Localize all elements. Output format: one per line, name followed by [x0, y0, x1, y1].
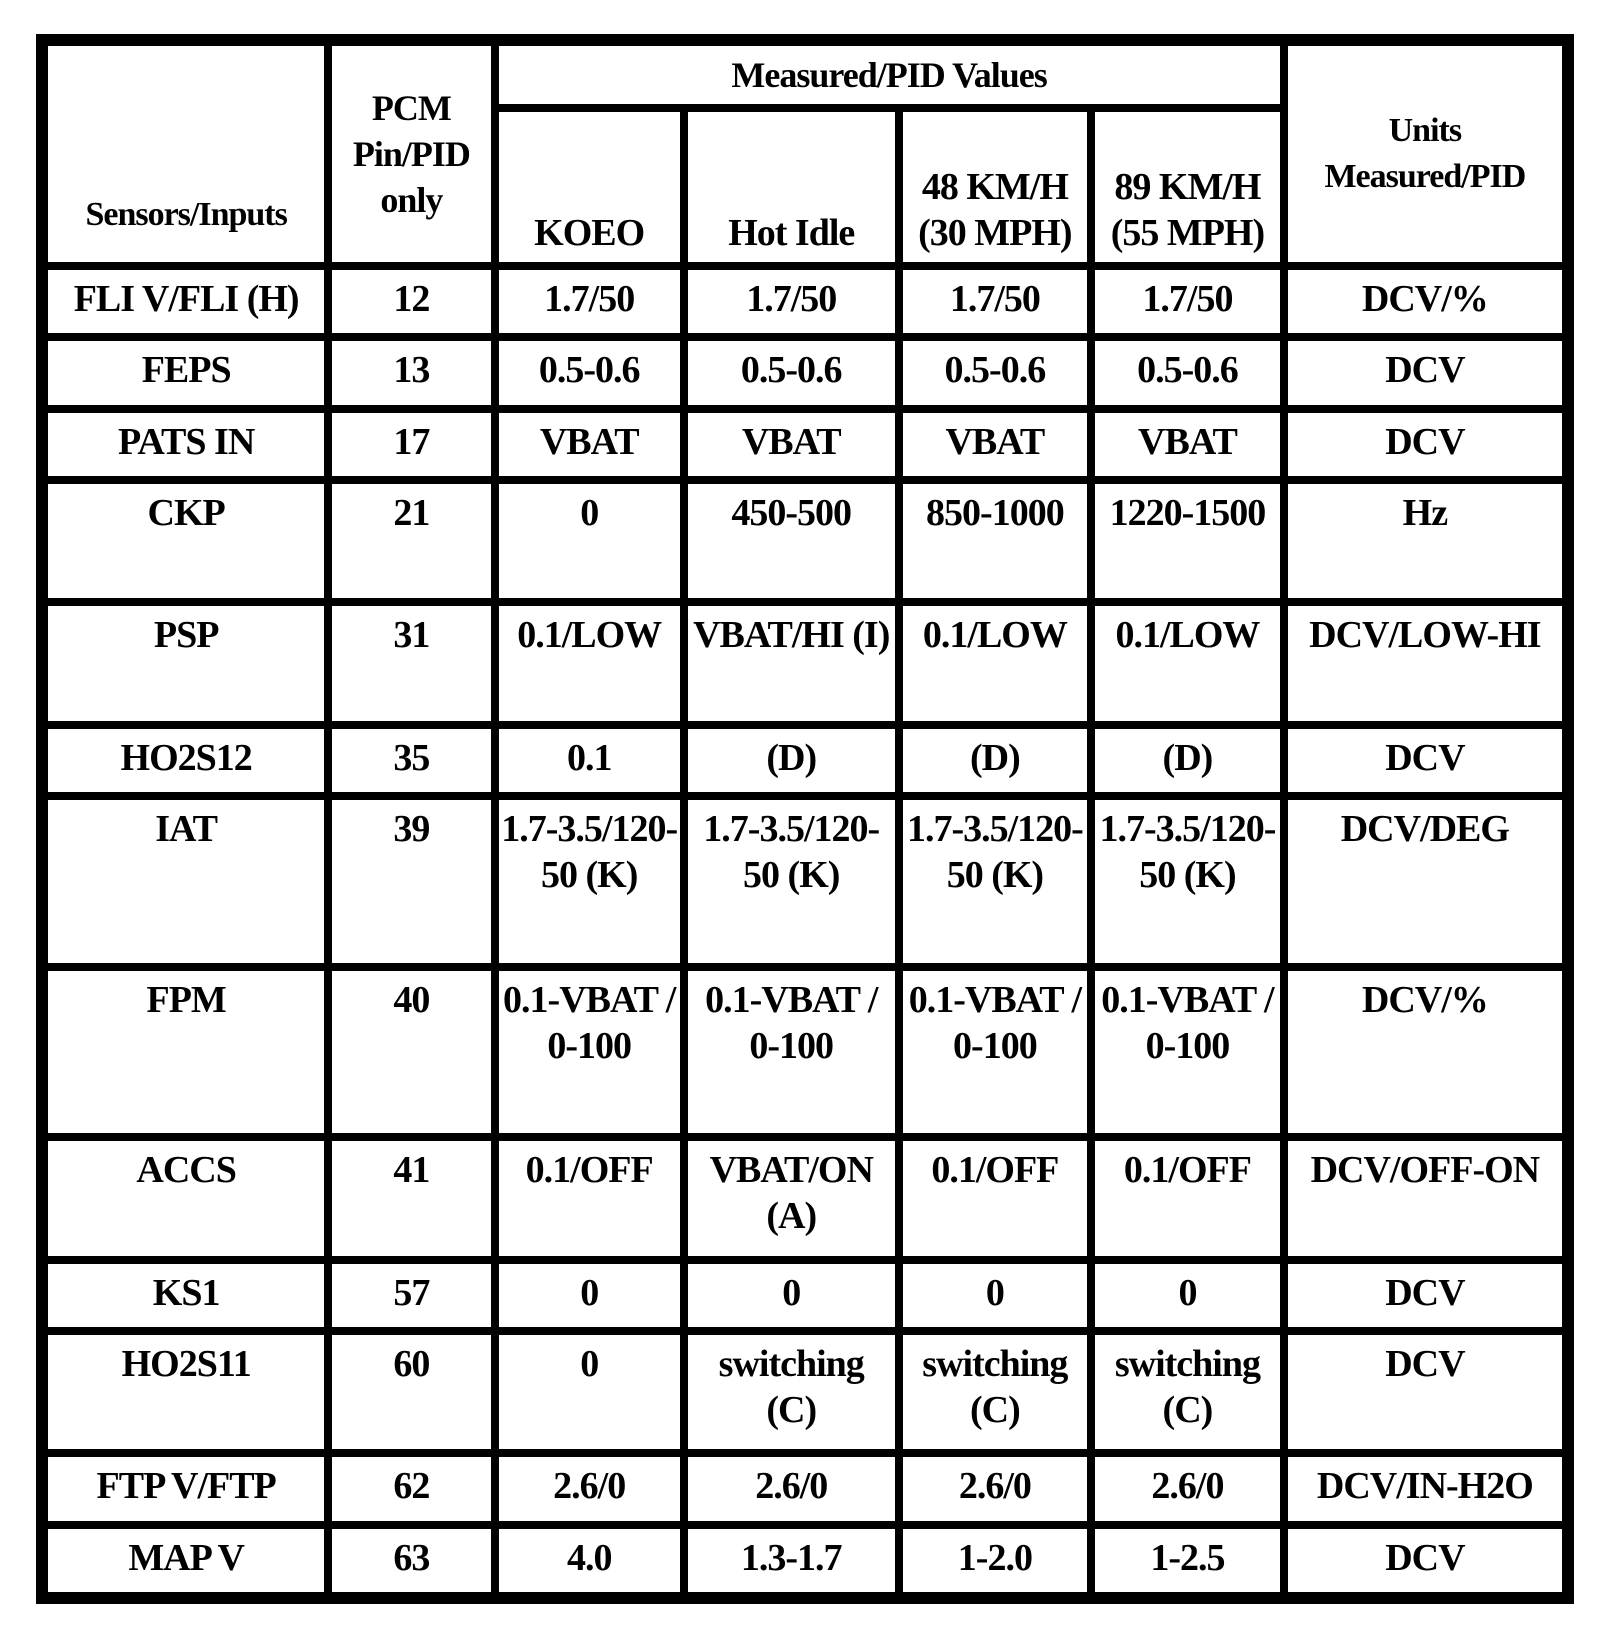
- cell-48-kmh: 0.1/OFF: [903, 1141, 1088, 1255]
- cell-pin: 35: [332, 729, 490, 792]
- cell-koeo: 0: [499, 484, 680, 598]
- cell-48-kmh: 0: [903, 1264, 1088, 1327]
- cell-hot-idle: VBAT/ON (A): [688, 1141, 895, 1255]
- cell-koeo: 0.1/LOW: [499, 606, 680, 720]
- table-row: [48, 1529, 1562, 1593]
- header-measured-pid-values: Measured/PID Values: [499, 46, 1280, 104]
- cell-koeo: 1.7-3.5/120-50 (K): [499, 800, 680, 963]
- cell-hot-idle: (D): [688, 729, 895, 792]
- cell-koeo: 4.0: [499, 1529, 680, 1593]
- cell-89-kmh: 1220-1500: [1095, 484, 1280, 598]
- cell-sensor: FTP V/FTP: [48, 1457, 324, 1520]
- cell-89-kmh: VBAT: [1095, 413, 1280, 476]
- cell-pin: 60: [332, 1335, 490, 1449]
- cell-pin: 57: [332, 1264, 490, 1327]
- cell-koeo: VBAT: [499, 413, 680, 476]
- cell-sensor: KS1: [48, 1264, 324, 1327]
- table-row: [48, 1141, 1562, 1255]
- cell-hot-idle: VBAT/HI (I): [688, 606, 895, 720]
- table-row: [48, 729, 1562, 792]
- cell-hot-idle: 450-500: [688, 484, 895, 598]
- cell-pin: 13: [332, 341, 490, 404]
- cell-hot-idle: 0.5-0.6: [688, 341, 895, 404]
- cell-units: DCV: [1288, 1264, 1562, 1327]
- cell-koeo: 0.1/OFF: [499, 1141, 680, 1255]
- cell-koeo: 1.7/50: [499, 270, 680, 333]
- cell-89-kmh: 0.1-VBAT / 0-100: [1095, 971, 1280, 1134]
- cell-units: DCV/LOW-HI: [1288, 606, 1562, 720]
- cell-48-kmh: 1.7-3.5/120-50 (K): [903, 800, 1088, 963]
- cell-sensor: HO2S12: [48, 729, 324, 792]
- cell-48-kmh: 850-1000: [903, 484, 1088, 598]
- cell-hot-idle: 2.6/0: [688, 1457, 895, 1520]
- cell-sensor: FLI V/FLI (H): [48, 270, 324, 333]
- table-row: [48, 1335, 1562, 1449]
- header-sensors-inputs: Sensors/Inputs: [48, 46, 324, 262]
- header-koeo: KOEO: [499, 112, 680, 262]
- cell-89-kmh: 0: [1095, 1264, 1280, 1327]
- cell-pin: 21: [332, 484, 490, 598]
- table-row: [48, 606, 1562, 720]
- cell-pin: 63: [332, 1529, 490, 1593]
- cell-sensor: ACCS: [48, 1141, 324, 1255]
- cell-pin: 31: [332, 606, 490, 720]
- cell-hot-idle: 1.3-1.7: [688, 1529, 895, 1593]
- table-row: [48, 800, 1562, 963]
- cell-hot-idle: 0.1-VBAT / 0-100: [688, 971, 895, 1134]
- cell-pin: 12: [332, 270, 490, 333]
- cell-koeo: 0.5-0.6: [499, 341, 680, 404]
- cell-89-kmh: 0.1/OFF: [1095, 1141, 1280, 1255]
- table-row: [48, 1457, 1562, 1520]
- cell-units: Hz: [1288, 484, 1562, 598]
- cell-48-kmh: switching (C): [903, 1335, 1088, 1449]
- table-row: [48, 484, 1562, 598]
- cell-89-kmh: 2.6/0: [1095, 1457, 1280, 1520]
- cell-koeo: 0: [499, 1335, 680, 1449]
- cell-hot-idle: 1.7/50: [688, 270, 895, 333]
- cell-89-kmh: switching (C): [1095, 1335, 1280, 1449]
- header-89-kmh: 89 KM/H (55 MPH): [1095, 112, 1280, 262]
- cell-48-kmh: 1-2.0: [903, 1529, 1088, 1593]
- cell-koeo: 2.6/0: [499, 1457, 680, 1520]
- cell-48-kmh: 0.1/LOW: [903, 606, 1088, 720]
- cell-89-kmh: (D): [1095, 729, 1280, 792]
- cell-koeo: 0: [499, 1264, 680, 1327]
- cell-hot-idle: 0: [688, 1264, 895, 1327]
- cell-sensor: FEPS: [48, 341, 324, 404]
- header-hot-idle: Hot Idle: [688, 112, 895, 262]
- cell-pin: 41: [332, 1141, 490, 1255]
- cell-48-kmh: VBAT: [903, 413, 1088, 476]
- cell-koeo: 0.1: [499, 729, 680, 792]
- cell-units: DCV: [1288, 341, 1562, 404]
- cell-units: DCV/%: [1288, 270, 1562, 333]
- table-row: [48, 270, 1562, 333]
- cell-units: DCV: [1288, 1529, 1562, 1593]
- table-row: [48, 1264, 1562, 1327]
- cell-pin: 40: [332, 971, 490, 1134]
- pid-values-table: [40, 38, 1570, 1600]
- cell-89-kmh: 1-2.5: [1095, 1529, 1280, 1593]
- cell-units: DCV/IN-H2O: [1288, 1457, 1562, 1520]
- cell-pin: 62: [332, 1457, 490, 1520]
- cell-units: DCV: [1288, 1335, 1562, 1449]
- cell-koeo: 0.1-VBAT / 0-100: [499, 971, 680, 1134]
- header-pcm-pin: PCM Pin/PID only: [332, 46, 490, 262]
- cell-hot-idle: VBAT: [688, 413, 895, 476]
- cell-89-kmh: 0.5-0.6: [1095, 341, 1280, 404]
- cell-pin: 17: [332, 413, 490, 476]
- pid-values-table-frame: [36, 34, 1574, 1604]
- table-row: [48, 971, 1562, 1134]
- header-48-kmh: 48 KM/H (30 MPH): [903, 112, 1088, 262]
- cell-units: DCV/OFF-ON: [1288, 1141, 1562, 1255]
- cell-units: DCV: [1288, 413, 1562, 476]
- cell-48-kmh: 0.5-0.6: [903, 341, 1088, 404]
- cell-sensor: FPM: [48, 971, 324, 1134]
- cell-48-kmh: 2.6/0: [903, 1457, 1088, 1520]
- cell-48-kmh: 0.1-VBAT / 0-100: [903, 971, 1088, 1134]
- cell-hot-idle: switching (C): [688, 1335, 895, 1449]
- cell-pin: 39: [332, 800, 490, 963]
- cell-units: DCV: [1288, 729, 1562, 792]
- table-row: [48, 341, 1562, 404]
- cell-89-kmh: 1.7/50: [1095, 270, 1280, 333]
- table-row: [48, 413, 1562, 476]
- cell-sensor: PSP: [48, 606, 324, 720]
- cell-48-kmh: 1.7/50: [903, 270, 1088, 333]
- cell-units: DCV/DEG: [1288, 800, 1562, 963]
- cell-units: DCV/%: [1288, 971, 1562, 1134]
- cell-89-kmh: 0.1/LOW: [1095, 606, 1280, 720]
- cell-sensor: PATS IN: [48, 413, 324, 476]
- cell-sensor: HO2S11: [48, 1335, 324, 1449]
- cell-hot-idle: 1.7-3.5/120-50 (K): [688, 800, 895, 963]
- cell-sensor: MAP V: [48, 1529, 324, 1593]
- header-units: Units Measured/PID: [1288, 46, 1562, 262]
- cell-sensor: IAT: [48, 800, 324, 963]
- cell-89-kmh: 1.7-3.5/120-50 (K): [1095, 800, 1280, 963]
- cell-48-kmh: (D): [903, 729, 1088, 792]
- cell-sensor: CKP: [48, 484, 324, 598]
